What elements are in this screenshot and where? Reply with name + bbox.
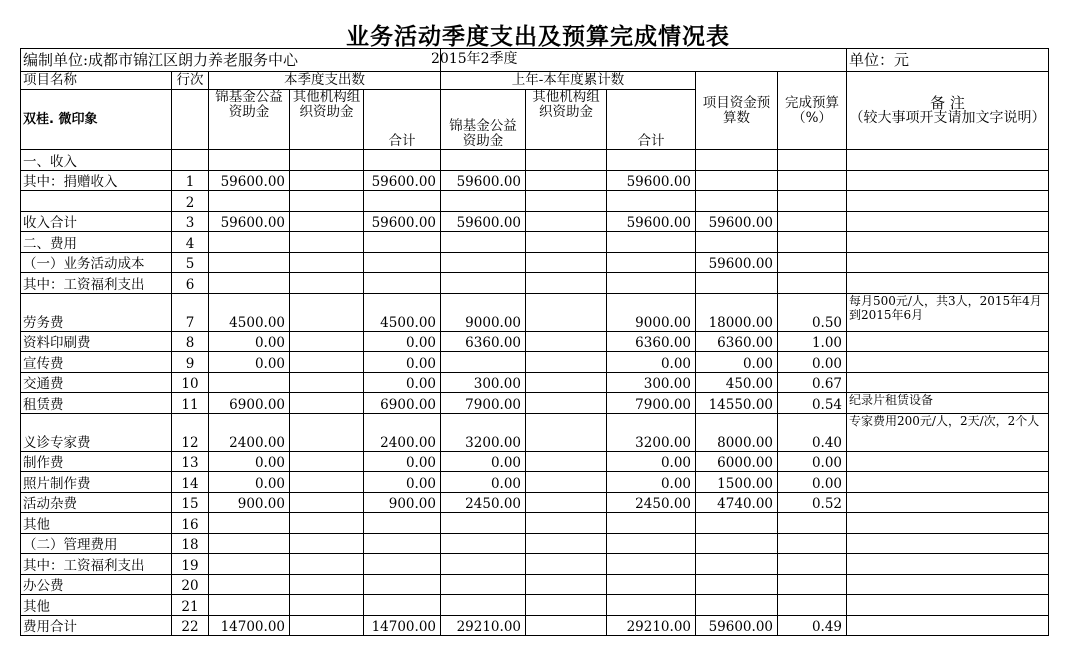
rate-value	[778, 252, 847, 273]
ytd-other-value	[526, 554, 607, 575]
row-name: 资料印刷费	[21, 331, 172, 352]
ytd-fund-value	[441, 574, 526, 595]
ytd-total-value: 7900.00	[607, 393, 696, 414]
ytd-total-value: 59600.00	[607, 170, 696, 191]
ytd-other-value	[526, 574, 607, 595]
ytd-fund-value: 59600.00	[441, 170, 526, 191]
table-row	[21, 472, 1049, 493]
budget-value	[696, 513, 778, 534]
ytd-fund-value	[441, 252, 526, 273]
row-number: 13	[172, 451, 209, 472]
rate-value: 0.40	[778, 413, 847, 451]
row-name: 办公费	[21, 574, 172, 595]
current-fund-value: 59600.00	[209, 170, 290, 191]
rate-value	[778, 574, 847, 595]
remark-value	[847, 615, 1049, 636]
current-fund-value: 59600.00	[209, 211, 290, 232]
current-total-value	[364, 595, 441, 616]
col-row-no: 行次	[172, 72, 209, 90]
row-number: 20	[172, 574, 209, 595]
ytd-total-value	[607, 232, 696, 253]
remark-value	[847, 273, 1049, 294]
col-current-fund: 锦基金公益资助金	[209, 90, 290, 150]
current-total-value: 0.00	[364, 472, 441, 493]
rate-value	[778, 211, 847, 232]
ytd-fund-value: 3200.00	[441, 413, 526, 451]
ytd-total-value	[607, 595, 696, 616]
current-fund-value: 0.00	[209, 352, 290, 373]
row-name: 义诊专家费	[21, 413, 172, 451]
row-number: 4	[172, 232, 209, 253]
remark-value	[847, 492, 1049, 513]
col-ytd-fund: 锦基金公益资助金	[441, 90, 526, 150]
row-name: 收入合计	[21, 211, 172, 232]
row-name: 其中：捐赠收入	[21, 170, 172, 191]
row-number: 3	[172, 211, 209, 232]
rate-value	[778, 533, 847, 554]
ytd-total-value	[607, 191, 696, 212]
col-ytd-total: 合计	[607, 90, 696, 150]
col-remark-sub: （较大事项开支请加文字说明）	[849, 109, 1046, 126]
ytd-fund-value: 0.00	[441, 451, 526, 472]
ytd-total-value: 9000.00	[607, 293, 696, 331]
ytd-other-value	[526, 211, 607, 232]
ytd-fund-value	[441, 533, 526, 554]
ytd-total-value: 0.00	[607, 472, 696, 493]
current-fund-value	[209, 595, 290, 616]
ytd-fund-value	[441, 513, 526, 534]
remark-value: 专家费用200元/人，2天/次，2个人	[847, 413, 1049, 451]
rate-value: 0.52	[778, 492, 847, 513]
ytd-fund-value: 300.00	[441, 372, 526, 393]
current-other-value	[290, 293, 364, 331]
remark-value	[847, 451, 1049, 472]
ytd-other-value	[526, 595, 607, 616]
ytd-total-value	[607, 150, 696, 171]
row-name: 其他	[21, 513, 172, 534]
current-other-value	[290, 513, 364, 534]
ytd-total-value: 0.00	[607, 451, 696, 472]
row-name: 宣传费	[21, 352, 172, 373]
row-name: 其他	[21, 595, 172, 616]
budget-value: 4740.00	[696, 492, 778, 513]
current-total-value	[364, 273, 441, 294]
ytd-fund-value	[441, 191, 526, 212]
row-number	[172, 150, 209, 171]
ytd-other-value	[526, 331, 607, 352]
ytd-total-value: 6360.00	[607, 331, 696, 352]
remark-value	[847, 170, 1049, 191]
budget-value	[696, 232, 778, 253]
table-row	[21, 615, 1049, 636]
ytd-total-value: 0.00	[607, 352, 696, 373]
ytd-total-value	[607, 574, 696, 595]
row-number: 10	[172, 372, 209, 393]
current-total-value	[364, 191, 441, 212]
ytd-other-value	[526, 232, 607, 253]
rate-value	[778, 273, 847, 294]
rate-value: 0.00	[778, 451, 847, 472]
ytd-other-value	[526, 492, 607, 513]
row-number: 12	[172, 413, 209, 451]
current-total-value: 0.00	[364, 331, 441, 352]
ytd-other-value	[526, 191, 607, 212]
budget-value	[696, 533, 778, 554]
current-total-value	[364, 252, 441, 273]
rate-value: 0.50	[778, 293, 847, 331]
table-row	[21, 393, 1049, 414]
col-item-name: 项目名称	[21, 72, 172, 90]
current-fund-value: 900.00	[209, 492, 290, 513]
rate-value	[778, 170, 847, 191]
current-total-value	[364, 513, 441, 534]
current-fund-value: 0.00	[209, 331, 290, 352]
row-number: 9	[172, 352, 209, 373]
rate-value: 0.00	[778, 472, 847, 493]
report-title: 业务活动季度支出及预算完成情况表	[346, 23, 730, 50]
row-number: 8	[172, 331, 209, 352]
current-other-value	[290, 331, 364, 352]
table-row	[21, 492, 1049, 513]
row-number: 14	[172, 472, 209, 493]
table-row	[21, 574, 1049, 595]
remark-value	[847, 513, 1049, 534]
current-total-value: 0.00	[364, 372, 441, 393]
table-row	[21, 595, 1049, 616]
ytd-fund-value	[441, 352, 526, 373]
current-total-value	[364, 533, 441, 554]
remark-value	[847, 191, 1049, 212]
budget-value	[696, 574, 778, 595]
ytd-total-value: 3200.00	[607, 413, 696, 451]
budget-value	[696, 595, 778, 616]
table-row	[21, 533, 1049, 554]
row-name: （一）业务活动成本	[21, 252, 172, 273]
current-fund-value: 14700.00	[209, 615, 290, 636]
current-total-value: 6900.00	[364, 393, 441, 414]
current-other-value	[290, 413, 364, 451]
current-other-value	[290, 273, 364, 294]
table-row	[21, 513, 1049, 534]
current-other-value	[290, 191, 364, 212]
current-other-value	[290, 372, 364, 393]
current-other-value	[290, 472, 364, 493]
current-other-value	[290, 232, 364, 253]
ytd-total-value	[607, 554, 696, 575]
row-number: 11	[172, 393, 209, 414]
row-number: 7	[172, 293, 209, 331]
current-total-value: 0.00	[364, 352, 441, 373]
current-fund-value: 2400.00	[209, 413, 290, 451]
current-total-value: 14700.00	[364, 615, 441, 636]
budget-value: 59600.00	[696, 252, 778, 273]
row-number: 21	[172, 595, 209, 616]
ytd-total-value: 59600.00	[607, 211, 696, 232]
table-row	[21, 451, 1049, 472]
budget-value: 1500.00	[696, 472, 778, 493]
table-row	[21, 252, 1049, 273]
table-row	[21, 170, 1049, 191]
remark-value	[847, 372, 1049, 393]
remark-value	[847, 352, 1049, 373]
remark-value	[847, 533, 1049, 554]
budget-value: 6000.00	[696, 451, 778, 472]
current-total-value: 0.00	[364, 451, 441, 472]
remark-value	[847, 472, 1049, 493]
row-number: 19	[172, 554, 209, 575]
budget-value	[696, 191, 778, 212]
current-fund-value	[209, 513, 290, 534]
ytd-fund-value: 6360.00	[441, 331, 526, 352]
table-row	[21, 554, 1049, 575]
row-number: 5	[172, 252, 209, 273]
row-number: 2	[172, 191, 209, 212]
table-row	[21, 211, 1049, 232]
ytd-total-value	[607, 513, 696, 534]
table-row	[21, 352, 1049, 373]
remark-value	[847, 331, 1049, 352]
budget-value: 14550.00	[696, 393, 778, 414]
remark-value	[847, 595, 1049, 616]
ytd-other-value	[526, 472, 607, 493]
ytd-fund-value	[441, 273, 526, 294]
unit-label: 单位：元	[847, 49, 1049, 72]
current-fund-value	[209, 554, 290, 575]
current-other-value	[290, 352, 364, 373]
table-row	[21, 293, 1049, 331]
row-number: 15	[172, 492, 209, 513]
ytd-total-value: 300.00	[607, 372, 696, 393]
ytd-other-value	[526, 533, 607, 554]
current-other-value	[290, 615, 364, 636]
row-number: 16	[172, 513, 209, 534]
table-row	[21, 232, 1049, 253]
remark-value	[847, 574, 1049, 595]
budget-value: 450.00	[696, 372, 778, 393]
ytd-other-value	[526, 293, 607, 331]
current-other-value	[290, 533, 364, 554]
ytd-other-value	[526, 393, 607, 414]
ytd-fund-value: 7900.00	[441, 393, 526, 414]
current-other-value	[290, 150, 364, 171]
ytd-other-value	[526, 372, 607, 393]
budget-table	[20, 48, 1049, 636]
ytd-other-value	[526, 513, 607, 534]
ytd-other-value	[526, 352, 607, 373]
col-rate: 完成预算（%）	[778, 72, 847, 150]
row-number: 22	[172, 615, 209, 636]
table-row	[21, 273, 1049, 294]
row-name: 制作费	[21, 451, 172, 472]
current-other-value	[290, 451, 364, 472]
report-period: 2015年2季度	[431, 51, 518, 67]
current-other-value	[290, 595, 364, 616]
current-fund-value: 4500.00	[209, 293, 290, 331]
rate-value	[778, 150, 847, 171]
ytd-total-value	[607, 252, 696, 273]
current-fund-value	[209, 150, 290, 171]
current-fund-value	[209, 191, 290, 212]
row-name: 其中：工资福利支出	[21, 554, 172, 575]
row-number: 1	[172, 170, 209, 191]
row-name: 活动杂费	[21, 492, 172, 513]
ytd-other-value	[526, 413, 607, 451]
row-name: 二、费用	[21, 232, 172, 253]
ytd-other-value	[526, 170, 607, 191]
column-group-row	[21, 72, 1049, 90]
table-row	[21, 150, 1049, 171]
budget-value: 0.00	[696, 352, 778, 373]
budget-value: 6360.00	[696, 331, 778, 352]
remark-value: 每月500元/人，共3人，2015年4月到2015年6月	[847, 293, 1049, 331]
row-name: 交通费	[21, 372, 172, 393]
current-fund-value: 0.00	[209, 451, 290, 472]
row-name: 其中：工资福利支出	[21, 273, 172, 294]
current-total-value: 59600.00	[364, 170, 441, 191]
ytd-total-value: 29210.00	[607, 615, 696, 636]
budget-value: 18000.00	[696, 293, 778, 331]
ytd-fund-value	[441, 150, 526, 171]
current-total-value: 59600.00	[364, 211, 441, 232]
current-other-value	[290, 211, 364, 232]
org-name: 编制单位:成都市锦江区朗力养老服务中心	[21, 49, 441, 72]
rate-value	[778, 191, 847, 212]
remark-value	[847, 211, 1049, 232]
row-number: 6	[172, 273, 209, 294]
ytd-other-value	[526, 615, 607, 636]
current-other-value	[290, 393, 364, 414]
rate-value	[778, 232, 847, 253]
row-name	[21, 191, 172, 212]
rate-value	[778, 554, 847, 575]
row-name: 一、收入	[21, 150, 172, 171]
budget-value	[696, 150, 778, 171]
current-fund-value	[209, 252, 290, 273]
ytd-other-value	[526, 273, 607, 294]
ytd-fund-value	[441, 554, 526, 575]
remark-value	[847, 232, 1049, 253]
current-other-value	[290, 574, 364, 595]
current-fund-value	[209, 372, 290, 393]
project-name: 双桂. 微印象	[21, 90, 172, 150]
current-fund-value	[209, 273, 290, 294]
budget-value	[696, 554, 778, 575]
current-total-value	[364, 232, 441, 253]
rate-value: 0.49	[778, 615, 847, 636]
table-row	[21, 372, 1049, 393]
current-fund-value	[209, 232, 290, 253]
header-info-row	[21, 49, 1049, 72]
col-current-quarter: 本季度支出数	[209, 72, 441, 90]
ytd-fund-value	[441, 232, 526, 253]
current-total-value: 900.00	[364, 492, 441, 513]
remark-value	[847, 150, 1049, 171]
budget-value: 59600.00	[696, 615, 778, 636]
budget-value: 59600.00	[696, 211, 778, 232]
rate-value: 1.00	[778, 331, 847, 352]
budget-value: 8000.00	[696, 413, 778, 451]
remark-value	[847, 252, 1049, 273]
current-fund-value: 6900.00	[209, 393, 290, 414]
row-name: 费用合计	[21, 615, 172, 636]
current-fund-value	[209, 574, 290, 595]
rate-value: 0.67	[778, 372, 847, 393]
ytd-fund-value	[441, 595, 526, 616]
table-row	[21, 413, 1049, 451]
current-other-value	[290, 554, 364, 575]
current-other-value	[290, 492, 364, 513]
row-number: 18	[172, 533, 209, 554]
rate-value: 0.54	[778, 393, 847, 414]
row-name: 照片制作费	[21, 472, 172, 493]
row-name: （二）管理费用	[21, 533, 172, 554]
ytd-other-value	[526, 451, 607, 472]
rate-value	[778, 595, 847, 616]
col-current-total: 合计	[364, 90, 441, 150]
budget-value	[696, 170, 778, 191]
col-ytd: 上年-本年度累计数	[441, 72, 696, 90]
current-fund-value	[209, 533, 290, 554]
ytd-total-value	[607, 533, 696, 554]
col-budget: 项目资金预算数	[696, 72, 778, 150]
ytd-fund-value: 9000.00	[441, 293, 526, 331]
rate-value: 0.00	[778, 352, 847, 373]
row-name: 劳务费	[21, 293, 172, 331]
ytd-fund-value: 2450.00	[441, 492, 526, 513]
current-other-value	[290, 252, 364, 273]
col-ytd-other: 其他机构组织资助金	[526, 90, 607, 150]
table-row	[21, 331, 1049, 352]
remark-value: 纪录片租赁设备	[847, 393, 1049, 414]
rate-value	[778, 513, 847, 534]
ytd-other-value	[526, 252, 607, 273]
current-total-value: 4500.00	[364, 293, 441, 331]
current-fund-value: 0.00	[209, 472, 290, 493]
row-name: 租赁费	[21, 393, 172, 414]
current-total-value	[364, 150, 441, 171]
ytd-fund-value: 29210.00	[441, 615, 526, 636]
ytd-fund-value: 0.00	[441, 472, 526, 493]
ytd-total-value: 2450.00	[607, 492, 696, 513]
remark-value	[847, 554, 1049, 575]
current-total-value	[364, 574, 441, 595]
table-row	[21, 191, 1049, 212]
ytd-other-value	[526, 150, 607, 171]
current-other-value	[290, 170, 364, 191]
col-remark-title: 备 注	[930, 93, 965, 112]
budget-value	[696, 273, 778, 294]
current-total-value: 2400.00	[364, 413, 441, 451]
col-current-other: 其他机构组织资助金	[290, 90, 364, 150]
ytd-fund-value: 59600.00	[441, 211, 526, 232]
ytd-total-value	[607, 273, 696, 294]
current-total-value	[364, 554, 441, 575]
